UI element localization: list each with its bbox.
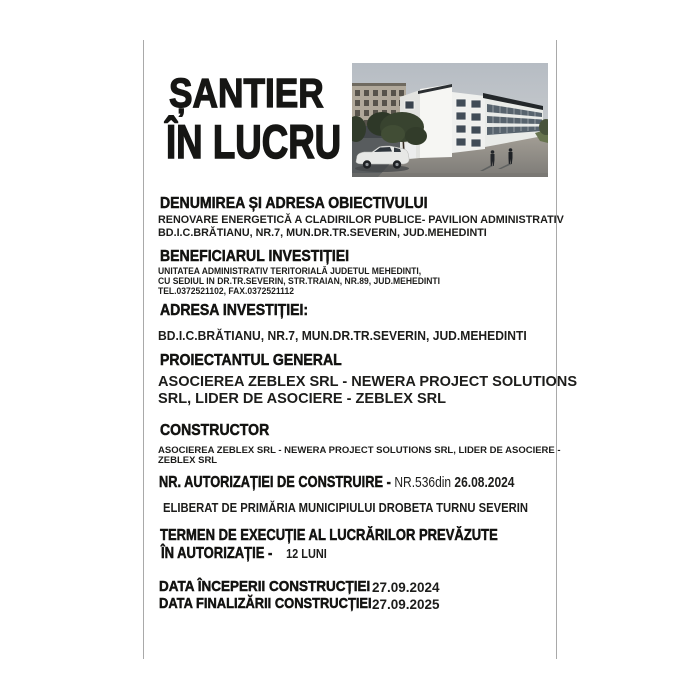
beneficiarul-line1: UNITATEA ADMINISTRATIV TERITORIALĂ JUDETUL MEHEDINTI, [158,266,422,276]
building-render-illustration [352,63,548,177]
autorizatie-date: 26.08.2024 [454,474,515,491]
denumirea-line2: BD.I.C.BRĂTIANU, NR.7, MUN.DR.TR.SEVERIN, JUD.MEHEDINTI [158,227,487,239]
termen-line2-label: ÎN AUTORIZAȚIE - [161,545,277,562]
section-proiectantul-heading: PROIECTANTUL GENERAL [160,352,342,369]
constructor-line1: ASOCIEREA ZEBLEX SRL - NEWERA PROJECT SOLUTIONS SRL, LIDER DE ASOCIERE - [158,445,561,456]
autorizatie-row [159,474,514,492]
autorizatie-label: NR. AUTORIZAȚIEI DE CONSTRUIRE - [159,474,391,491]
photo-bottom-edge [352,173,548,177]
section-denumirea-heading: DENUMIREA ȘI ADRESA OBIECTIVULUI [160,195,428,212]
board-border-left [143,40,144,659]
building-photo [352,63,548,177]
beneficiarul-line2: CU SEDIUL IN DR.TR.SEVERIN, STR.TRAIAN, NR.89, JUD.MEHEDINTI [158,276,441,286]
autorizatie-number: NR.536 [394,474,436,491]
data-inceperii-value: 27.09.2024 [372,580,440,595]
termen-line1: TERMEN DE EXECUȚIE AL LUCRĂRILOR PREVĂZUTE [160,527,498,544]
sign-title-line1: ȘANTIER [169,70,324,116]
section-constructor-heading: CONSTRUCTOR [160,422,270,439]
denumirea-line1: RENOVARE ENERGETICĂ A CLADIRILOR PUBLICE- PAVILION ADMINISTRATIV [158,214,564,226]
proiectantul-line2: SRL, LIDER DE ASOCIERE - ZEBLEX SRL [158,390,447,407]
data-finalizarii-label: DATA FINALIZĂRII CONSTRUCȚIEI [159,595,372,612]
proiectantul-line1: ASOCIEREA ZEBLEX SRL - NEWERA PROJECT SOLUTIONS [158,373,578,390]
adresa-line1: BD.I.C.BRĂTIANU, NR.7, MUN.DR.TR.SEVERIN, JUD.MEHEDINTI [158,328,527,343]
section-beneficiarul-heading: BENEFICIARUL INVESTIȚIEI [160,248,350,265]
data-inceperii-row [159,578,440,596]
data-inceperii-label: DATA ÎNCEPERII CONSTRUCȚIEI [159,578,371,595]
termen-line2-value: 12 LUNI [286,546,327,561]
constructor-line2: ZEBLEX SRL [158,455,218,466]
board-border-right [556,40,557,659]
section-adresa-heading: ADRESA INVESTIȚIEI: [160,302,309,319]
beneficiarul-line3: TEL.0372521102, FAX.0372521112 [158,286,294,296]
sign-title-line2: ÎN LUCRU [166,115,342,168]
autorizatie-din: din [435,474,455,491]
autorizatie-issuer: ELIBERAT DE PRIMĂRIA MUNICIPIULUI DROBETA TURNU SEVERIN [163,501,529,515]
data-finalizarii-value: 27.09.2025 [372,597,440,612]
data-finalizarii-row [159,595,440,613]
termen-line2 [161,545,327,563]
